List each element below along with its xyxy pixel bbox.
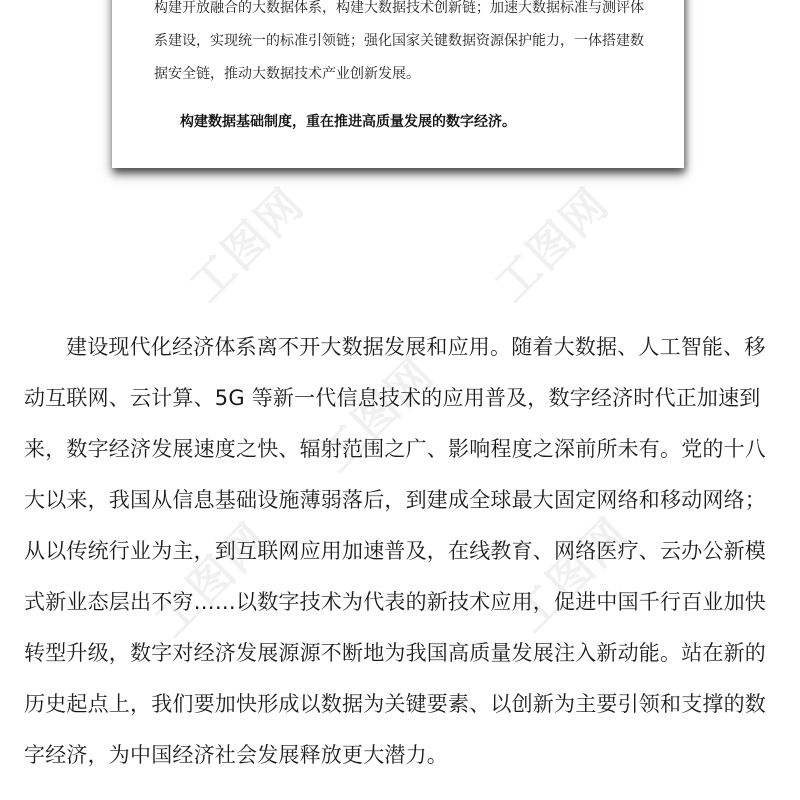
- quote-card-text: [154, 0, 654, 91]
- watermark: 工图网: [145, 513, 280, 648]
- paragraph-line: 大以来，我国从信息基础设施薄弱落后，到建成全球最大固定网络和移动网络；: [24, 488, 766, 512]
- paragraph-line: 建设现代化经济体系离不开大数据发展和应用。随着大数据、人工智能、移: [66, 335, 766, 359]
- paragraph-line: 从以传统行业为主，到互联网应用加速普及，在线教育、网络医疗、云办公新模: [24, 539, 766, 563]
- watermark: 工图网: [505, 508, 640, 643]
- watermark: 工图网: [180, 178, 315, 313]
- paragraph-line: 字经济，为中国经济社会发展释放更大潜力。: [24, 743, 448, 767]
- card-bold-statement: 构建数据基础制度，重在推进高质量发展的数字经济。: [180, 114, 516, 130]
- card-line: 构建开放融合的大数据体系，构建大数据技术创新链；加速大数据标准与测评体: [154, 0, 644, 16]
- card-line: 据安全链，推动大数据技术产业创新发展。: [154, 66, 420, 82]
- body-paragraph: [24, 327, 784, 786]
- paragraph-line: 历史起点上，我们要加快形成以数据为关键要素、以创新为主要引领和支撑的数: [24, 692, 766, 716]
- watermark: 工图网: [310, 348, 445, 483]
- paragraph-line: 来，数字经济发展速度之快、辐射范围之广、影响程度之深前所未有。党的十八: [24, 437, 766, 461]
- watermark: 工图网: [485, 178, 620, 313]
- paragraph-line: 动互联网、云计算、5G 等新一代信息技术的应用普及，数字经济时代正加速到: [24, 386, 761, 410]
- paragraph-line: 转型升级，数字对经济发展源源不断地为我国高质量发展注入新动能。站在新的: [24, 641, 766, 665]
- paragraph-line: 式新业态层出不穷……以数字技术为代表的新技术应用，促进中国千行百业加快: [24, 590, 766, 614]
- card-line: 系建设，实现统一的标准引领链；强化国家关键数据资源保护能力，一体搭建数: [154, 33, 644, 49]
